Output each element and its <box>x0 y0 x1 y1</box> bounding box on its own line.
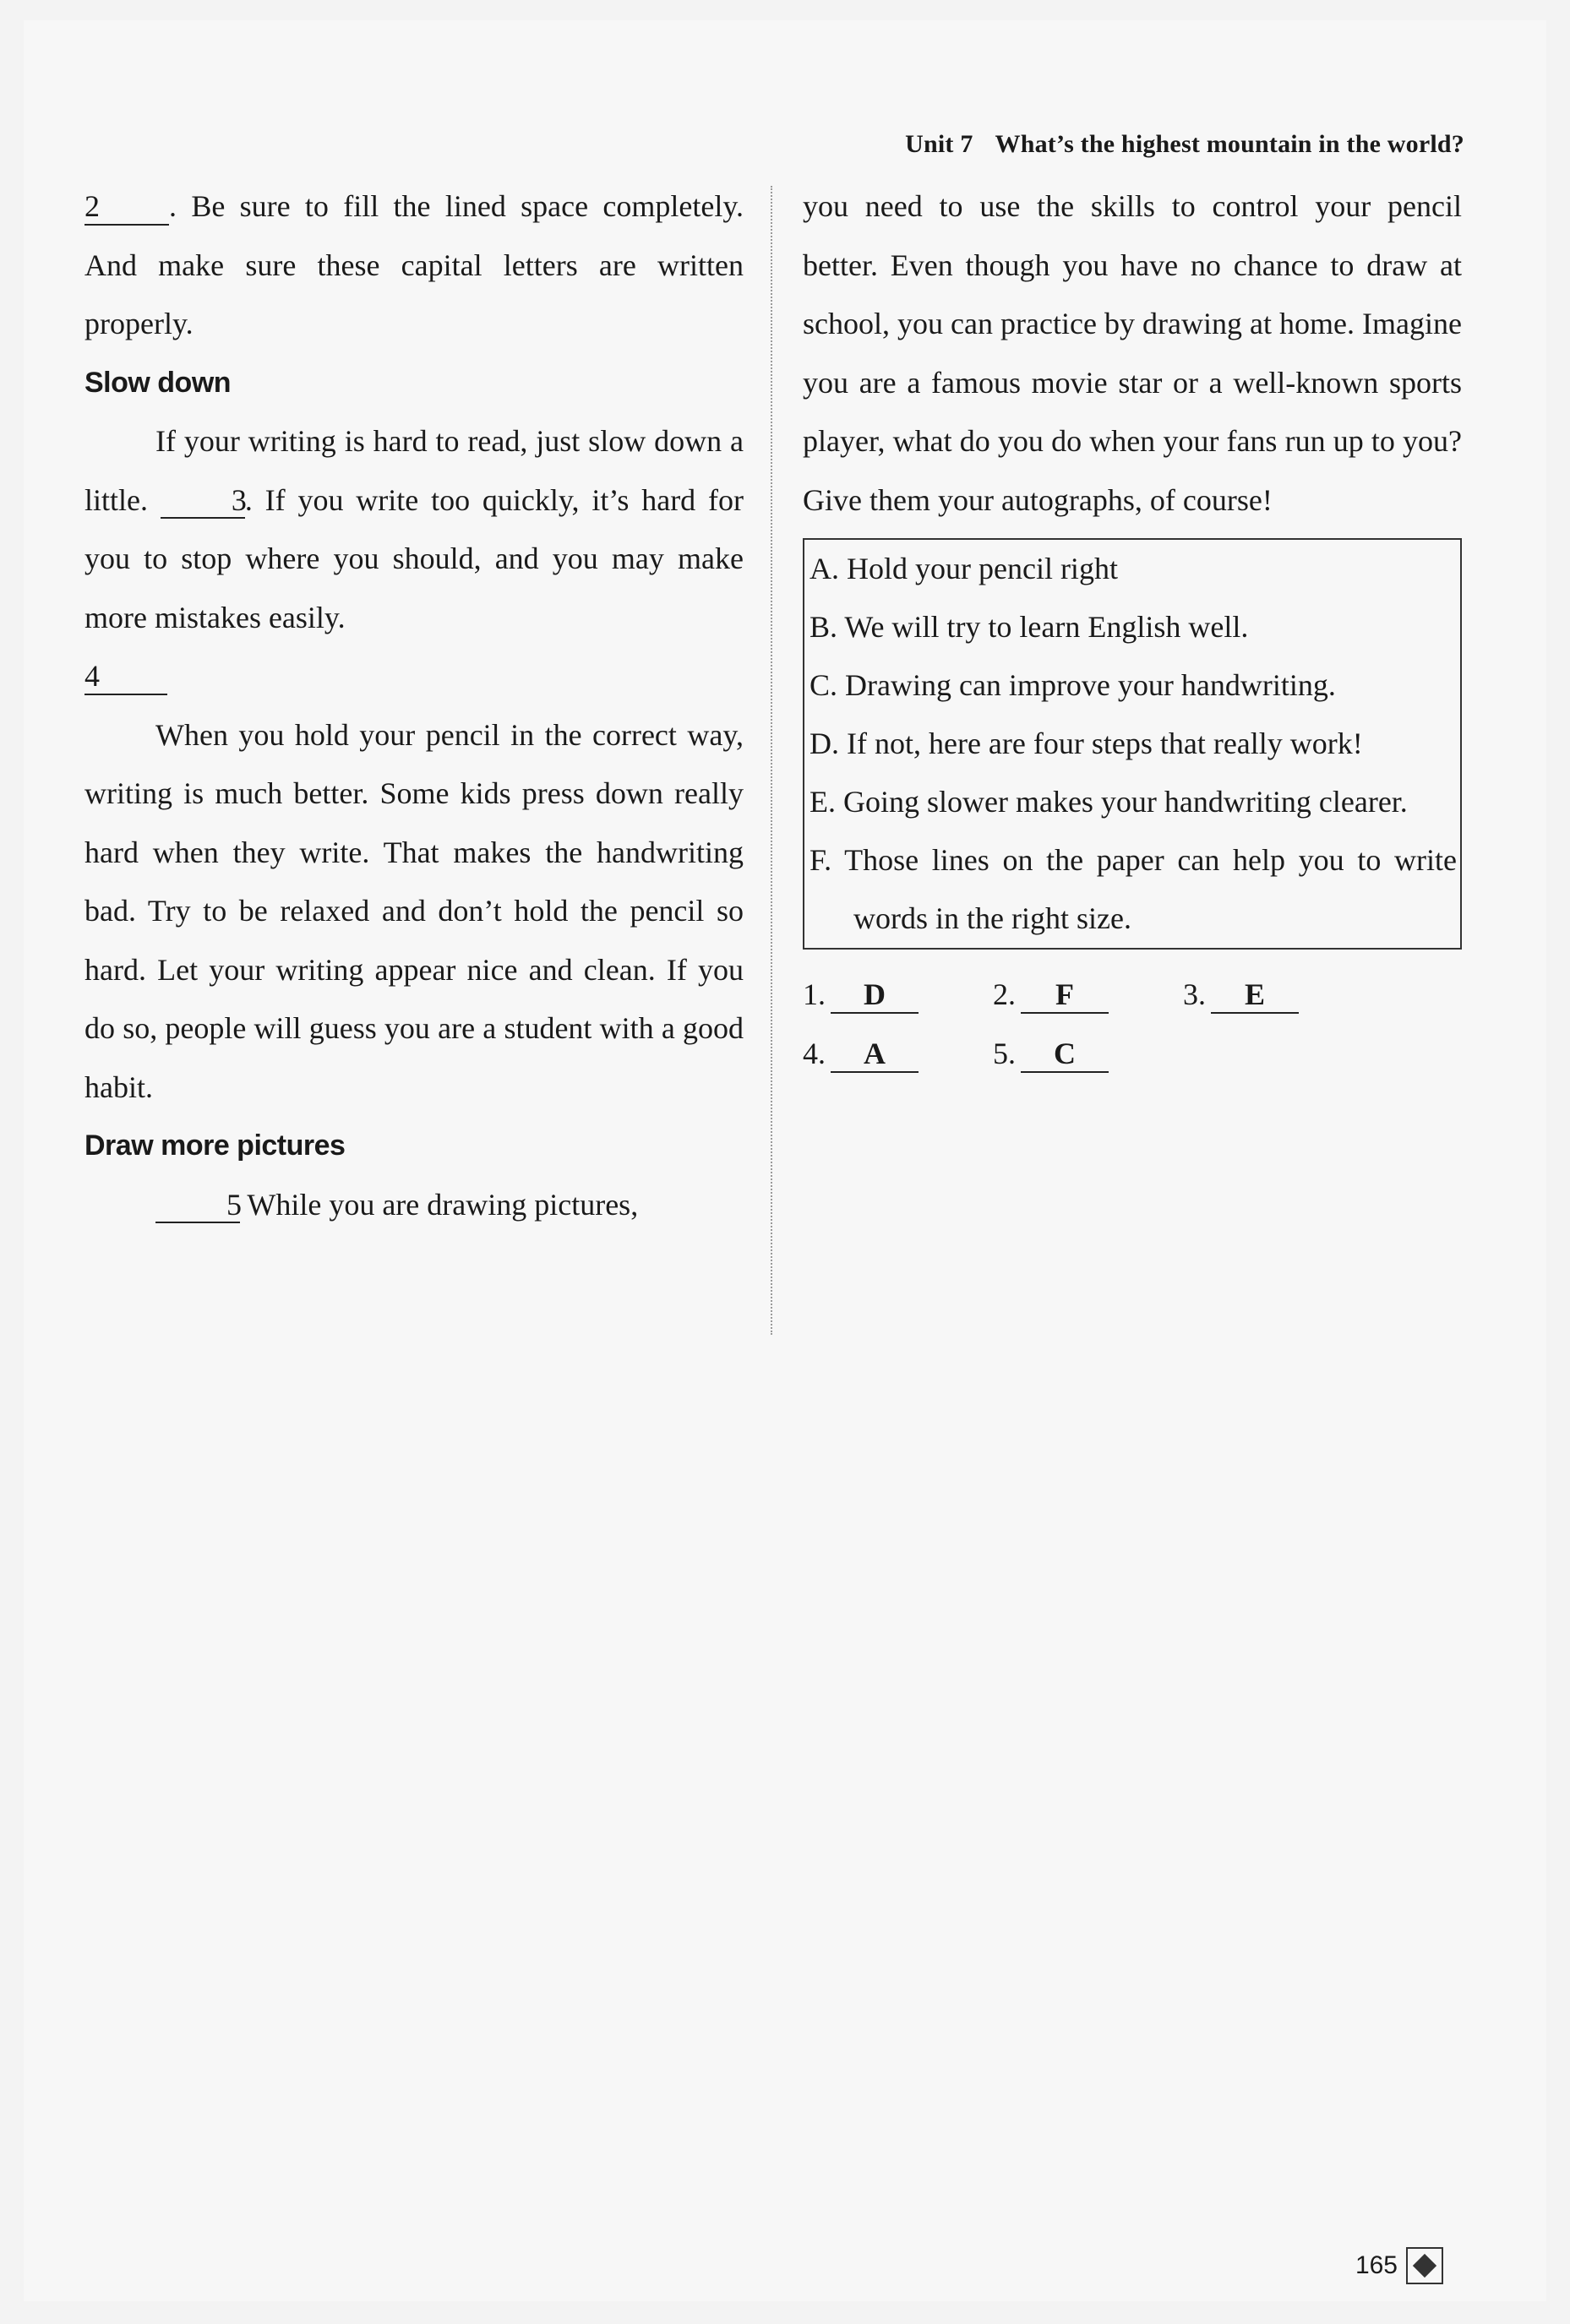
option-e: E. Going slower makes your handwriting clearer. <box>810 785 1408 819</box>
answer-value: D <box>831 978 919 1014</box>
right-column <box>803 177 1462 1083</box>
answer-number: 4. <box>803 1037 826 1070</box>
column-divider <box>771 186 772 1335</box>
answer-number: 3. <box>1183 977 1206 1011</box>
option-c: C. Drawing can improve your handwriting. <box>810 668 1336 702</box>
running-head <box>905 130 1464 159</box>
paragraph-2-text-b: . If you write too quickly, it’s hard for you to stop where you should, and you may make more mistakes easily. <box>84 482 744 634</box>
answer-5 <box>993 1024 1183 1083</box>
heading-slow-down: Slow down <box>84 366 232 399</box>
answer-3 <box>1183 965 1373 1024</box>
answer-value: E <box>1211 978 1299 1014</box>
diamond-shape <box>1413 2254 1436 2278</box>
paragraph-2-text-a: If your writing is hard to read, just slow down a little. <box>84 424 744 517</box>
unit-label: Unit 7 <box>905 130 973 158</box>
blank-2: 2 <box>84 190 169 226</box>
answer-number: 1. <box>803 977 826 1011</box>
unit-title: What’s the highest mountain in the world? <box>995 130 1464 158</box>
paragraph-4 <box>84 1176 744 1235</box>
answer-row-2 <box>803 1024 1462 1083</box>
heading-draw-more-pictures: Draw more pictures <box>84 1129 346 1162</box>
left-column <box>84 177 744 1234</box>
paragraph-continued: you need to use the skills to control your pencil better. Even though you have no chance to draw at school, you can practice by drawing at home. Imagine you are a famous movie star or a well-known sports player, what do you do when your fans run up to you? Give them your autographs, of course! <box>803 189 1462 517</box>
paragraph-1-text: . Be sure to fill the lined space completely. And make sure these capital letters are written properly. <box>84 189 744 340</box>
option-f: F. Those lines on the paper can help you to write words in the right size. <box>810 843 1457 935</box>
page-number-area <box>1355 2247 1443 2284</box>
answer-key <box>803 965 1462 1083</box>
blank-5: 5 <box>155 1189 240 1224</box>
paragraph-3: When you hold your pencil in the correct way, writing is much better. Some kids press down really hard when they write. That makes the handwriting bad. Try to be relaxed and don’t hold the pencil so hard. Let your writing appear nice and clean. If you do so, people will guess you are a student with a good habit. <box>84 717 744 1104</box>
paragraph-4-text: While you are drawing pictures, <box>247 1187 639 1222</box>
answer-1 <box>803 965 993 1024</box>
blank-4: 4 <box>84 660 167 695</box>
answer-2 <box>993 965 1183 1024</box>
diamond-icon <box>1406 2247 1443 2284</box>
answer-4 <box>803 1024 993 1083</box>
answer-value: F <box>1021 978 1109 1014</box>
page-number: 165 <box>1355 2251 1398 2279</box>
answer-value: C <box>1021 1037 1109 1073</box>
answer-row-1 <box>803 965 1462 1024</box>
blank-4-line <box>84 647 744 706</box>
paragraph-1 <box>84 177 744 354</box>
answer-value: A <box>831 1037 919 1073</box>
options-box <box>803 538 1462 950</box>
paragraph-2 <box>84 412 744 647</box>
option-d: D. If not, here are four steps that really work! <box>810 727 1363 760</box>
answer-number: 5. <box>993 1037 1016 1070</box>
option-a: A. Hold your pencil right <box>810 552 1118 585</box>
option-b: B. We will try to learn English well. <box>810 610 1249 644</box>
blank-3: 3 <box>161 484 245 520</box>
answer-number: 2. <box>993 977 1016 1011</box>
